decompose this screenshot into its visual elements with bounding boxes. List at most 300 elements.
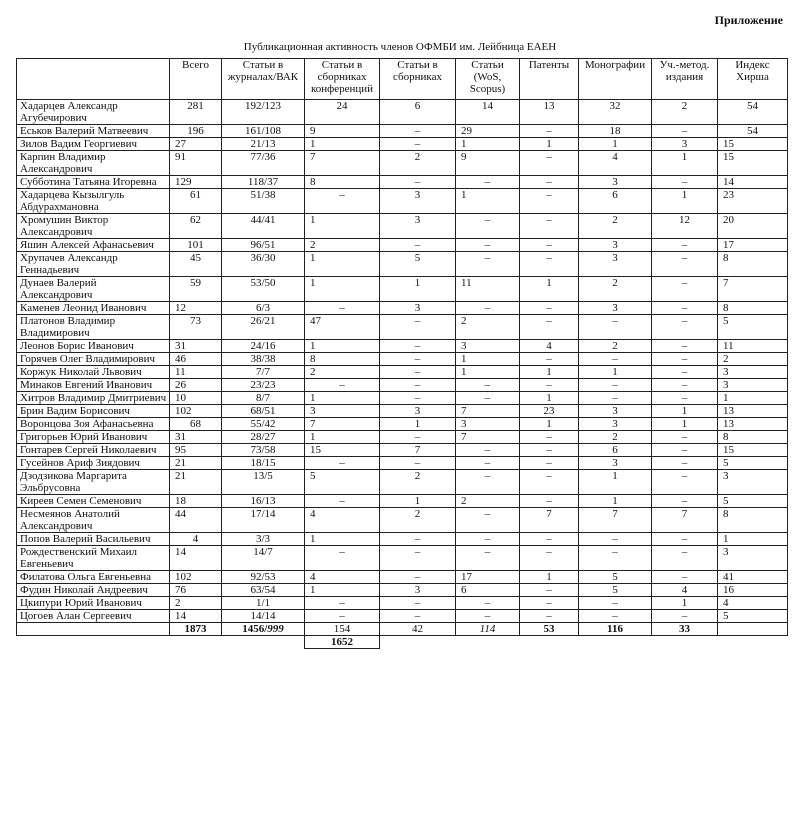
cell-conf: 1 [305, 214, 380, 239]
cell-collections: 1 [380, 277, 456, 302]
cell-name: Минаков Евгений Иванович [17, 379, 170, 392]
cell-conf: – [305, 597, 380, 610]
cell-total: 281 [170, 100, 222, 125]
table-row [17, 418, 788, 431]
cell-total: 68 [170, 418, 222, 431]
summary-spacer-6 [520, 636, 579, 649]
table-row [17, 189, 788, 214]
cell-collections: 1 [380, 418, 456, 431]
cell-monographs: – [579, 392, 652, 405]
table-row [17, 125, 788, 138]
cell-total: 45 [170, 252, 222, 277]
cell-conf: – [305, 546, 380, 571]
cell-conf: 15 [305, 444, 380, 457]
cell-name: Попов Валерий Васильевич [17, 533, 170, 546]
cell-methodical: 12 [652, 214, 718, 239]
cell-total: 14 [170, 610, 222, 623]
cell-patents: – [520, 151, 579, 176]
cell-conf: 1 [305, 533, 380, 546]
header-hirsch: Индекс Хирша [718, 59, 788, 100]
table-row [17, 584, 788, 597]
cell-name: Каменев Леонид Иванович [17, 302, 170, 315]
cell-wos: 29 [456, 125, 520, 138]
publications-table [16, 58, 788, 649]
cell-journals: 16/13 [222, 495, 305, 508]
cell-name: Хадарцева Кызылгуль Абдурахмановна [17, 189, 170, 214]
cell-hirsch: 13 [718, 418, 788, 431]
cell-hirsch: 54 [718, 125, 788, 138]
cell-monographs: 6 [579, 189, 652, 214]
cell-total: 44 [170, 508, 222, 533]
table-row [17, 315, 788, 340]
cell-wos: 2 [456, 495, 520, 508]
cell-patents: – [520, 597, 579, 610]
cell-name: Хрупачев Александр Геннадьевич [17, 252, 170, 277]
cell-collections: – [380, 353, 456, 366]
table-row [17, 392, 788, 405]
cell-conf: 1 [305, 138, 380, 151]
cell-collections: – [380, 379, 456, 392]
cell-collections: – [380, 239, 456, 252]
cell-collections: 2 [380, 508, 456, 533]
cell-journals: 118/37 [222, 176, 305, 189]
summary-spacer-8 [652, 636, 718, 649]
cell-monographs: – [579, 379, 652, 392]
cell-journals: 55/42 [222, 418, 305, 431]
cell-monographs: 3 [579, 252, 652, 277]
table-row [17, 302, 788, 315]
table-row [17, 546, 788, 571]
cell-wos: 1 [456, 138, 520, 151]
cell-total: 14 [170, 546, 222, 571]
cell-total: 62 [170, 214, 222, 239]
cell-monographs: – [579, 546, 652, 571]
cell-patents: – [520, 239, 579, 252]
cell-journals: 7/7 [222, 366, 305, 379]
cell-conf: 1 [305, 252, 380, 277]
cell-conf: – [305, 302, 380, 315]
cell-methodical: – [652, 353, 718, 366]
totals-conf: 154 [305, 623, 380, 636]
header-wos: Статьи (WoS, Scopus) [456, 59, 520, 100]
cell-name: Хадарцев Александр Агубечирович [17, 100, 170, 125]
cell-conf: 1 [305, 340, 380, 353]
cell-methodical: 7 [652, 508, 718, 533]
cell-hirsch: 5 [718, 610, 788, 623]
cell-journals: 77/36 [222, 151, 305, 176]
totals-collections: 42 [380, 623, 456, 636]
cell-name: Зилов Вадим Георгиевич [17, 138, 170, 151]
table-row [17, 366, 788, 379]
cell-monographs: 3 [579, 418, 652, 431]
cell-total: 46 [170, 353, 222, 366]
cell-methodical: – [652, 533, 718, 546]
cell-hirsch: 3 [718, 546, 788, 571]
cell-name: Цкипури Юрий Иванович [17, 597, 170, 610]
cell-hirsch: 23 [718, 189, 788, 214]
cell-journals: 14/7 [222, 546, 305, 571]
cell-wos: – [456, 444, 520, 457]
table-row [17, 470, 788, 495]
cell-journals: 13/5 [222, 470, 305, 495]
table-row [17, 431, 788, 444]
cell-hirsch: 17 [718, 239, 788, 252]
cell-wos: 17 [456, 571, 520, 584]
cell-journals: 26/21 [222, 315, 305, 340]
summary-spacer-9 [718, 636, 788, 649]
header-collections: Статьи в сборниках [380, 59, 456, 100]
table-row [17, 610, 788, 623]
header-name [17, 59, 170, 100]
cell-wos: 9 [456, 151, 520, 176]
cell-collections: – [380, 597, 456, 610]
cell-monographs: – [579, 315, 652, 340]
cell-hirsch: 54 [718, 100, 788, 125]
cell-monographs: 1 [579, 470, 652, 495]
cell-patents: – [520, 176, 579, 189]
cell-patents: – [520, 252, 579, 277]
cell-wos: – [456, 302, 520, 315]
cell-journals: 23/23 [222, 379, 305, 392]
table-row [17, 340, 788, 353]
cell-journals: 96/51 [222, 239, 305, 252]
totals-monographs: 116 [579, 623, 652, 636]
cell-methodical: – [652, 277, 718, 302]
cell-collections: – [380, 392, 456, 405]
cell-total: 129 [170, 176, 222, 189]
cell-methodical: – [652, 470, 718, 495]
cell-journals: 21/13 [222, 138, 305, 151]
table-row [17, 214, 788, 239]
cell-wos: – [456, 392, 520, 405]
cell-conf: 1 [305, 392, 380, 405]
cell-name: Субботина Татьяна Игоревна [17, 176, 170, 189]
cell-patents: – [520, 533, 579, 546]
cell-patents: – [520, 495, 579, 508]
cell-monographs: 3 [579, 239, 652, 252]
totals-total: 1873 [170, 623, 222, 636]
cell-patents: 23 [520, 405, 579, 418]
cell-conf: 4 [305, 571, 380, 584]
cell-collections: – [380, 125, 456, 138]
cell-methodical: – [652, 495, 718, 508]
cell-monographs: 1 [579, 495, 652, 508]
cell-total: 102 [170, 405, 222, 418]
cell-wos: 14 [456, 100, 520, 125]
cell-patents: 1 [520, 571, 579, 584]
cell-wos: 11 [456, 277, 520, 302]
cell-methodical: 4 [652, 584, 718, 597]
cell-total: 196 [170, 125, 222, 138]
cell-journals: 1/1 [222, 597, 305, 610]
cell-collections: 3 [380, 405, 456, 418]
cell-patents: – [520, 431, 579, 444]
table-row [17, 138, 788, 151]
totals-patents: 53 [520, 623, 579, 636]
cell-total: 26 [170, 379, 222, 392]
header-journals: Статьи в журналах/ВАК [222, 59, 305, 100]
table-row [17, 508, 788, 533]
cell-collections: – [380, 138, 456, 151]
cell-patents: – [520, 125, 579, 138]
totals-methodical: 33 [652, 623, 718, 636]
cell-journals: 51/38 [222, 189, 305, 214]
cell-name: Гонтарев Сергей Николаевич [17, 444, 170, 457]
cell-wos: 2 [456, 315, 520, 340]
cell-conf: – [305, 610, 380, 623]
cell-monographs: 2 [579, 340, 652, 353]
header-methodical: Уч.-метод. издания [652, 59, 718, 100]
cell-wos: 7 [456, 431, 520, 444]
cell-patents: – [520, 470, 579, 495]
cell-wos: – [456, 610, 520, 623]
cell-journals: 28/27 [222, 431, 305, 444]
cell-methodical: – [652, 125, 718, 138]
cell-wos: – [456, 597, 520, 610]
cell-methodical: – [652, 610, 718, 623]
table-row [17, 457, 788, 470]
cell-hirsch: 11 [718, 340, 788, 353]
cell-conf: 24 [305, 100, 380, 125]
cell-journals: 8/7 [222, 392, 305, 405]
totals-journals [222, 623, 305, 636]
summary-row [17, 636, 788, 649]
cell-collections: – [380, 610, 456, 623]
totals-hirsch [718, 623, 788, 636]
cell-monographs: 3 [579, 457, 652, 470]
cell-monographs: 1 [579, 138, 652, 151]
cell-patents: – [520, 610, 579, 623]
totals-journals-main: 1456/ [242, 623, 268, 635]
cell-conf: 7 [305, 418, 380, 431]
cell-journals: 63/54 [222, 584, 305, 597]
cell-hirsch: 5 [718, 315, 788, 340]
cell-monographs: 3 [579, 176, 652, 189]
cell-methodical: – [652, 366, 718, 379]
cell-total: 76 [170, 584, 222, 597]
cell-wos: 1 [456, 189, 520, 214]
table-row [17, 239, 788, 252]
cell-name: Платонов Владимир Владимирович [17, 315, 170, 340]
cell-name: Хромушин Виктор Александрович [17, 214, 170, 239]
cell-wos: – [456, 379, 520, 392]
cell-name: Еськов Валерий Матвеевич [17, 125, 170, 138]
cell-patents: 7 [520, 508, 579, 533]
cell-collections: – [380, 176, 456, 189]
cell-total: 10 [170, 392, 222, 405]
cell-conf: – [305, 495, 380, 508]
cell-hirsch: 15 [718, 138, 788, 151]
totals-row [17, 623, 788, 636]
cell-hirsch: 8 [718, 431, 788, 444]
annex-label: Приложение [714, 13, 783, 27]
cell-methodical: – [652, 571, 718, 584]
cell-monographs: 7 [579, 508, 652, 533]
cell-wos: 1 [456, 353, 520, 366]
cell-conf: 7 [305, 151, 380, 176]
table-body [17, 100, 788, 623]
cell-patents: 4 [520, 340, 579, 353]
cell-monographs: 2 [579, 431, 652, 444]
cell-name: Яшин Алексей Афанасьевич [17, 239, 170, 252]
cell-hirsch: 8 [718, 508, 788, 533]
cell-methodical: – [652, 457, 718, 470]
cell-total: 61 [170, 189, 222, 214]
summary-total: 1652 [305, 636, 380, 649]
cell-conf: 3 [305, 405, 380, 418]
cell-total: 95 [170, 444, 222, 457]
cell-collections: 3 [380, 584, 456, 597]
table-row [17, 571, 788, 584]
cell-hirsch: 8 [718, 302, 788, 315]
totals-label [17, 623, 170, 636]
cell-collections: – [380, 571, 456, 584]
cell-methodical: – [652, 239, 718, 252]
cell-conf: 1 [305, 431, 380, 444]
cell-patents: – [520, 214, 579, 239]
cell-methodical: 3 [652, 138, 718, 151]
cell-hirsch: 5 [718, 457, 788, 470]
cell-name: Горячев Олег Владимирович [17, 353, 170, 366]
table-row [17, 495, 788, 508]
cell-monographs: – [579, 533, 652, 546]
cell-collections: 3 [380, 302, 456, 315]
cell-hirsch: 2 [718, 353, 788, 366]
cell-hirsch: 16 [718, 584, 788, 597]
table-row [17, 176, 788, 189]
cell-hirsch: 4 [718, 597, 788, 610]
cell-journals: 44/41 [222, 214, 305, 239]
cell-hirsch: 14 [718, 176, 788, 189]
cell-monographs: 1 [579, 366, 652, 379]
cell-total: 31 [170, 431, 222, 444]
cell-conf: 1 [305, 584, 380, 597]
cell-journals: 36/30 [222, 252, 305, 277]
cell-hirsch: 1 [718, 533, 788, 546]
cell-collections: – [380, 315, 456, 340]
cell-total: 102 [170, 571, 222, 584]
cell-patents: – [520, 302, 579, 315]
cell-hirsch: 15 [718, 151, 788, 176]
cell-collections: – [380, 366, 456, 379]
cell-monographs: 2 [579, 277, 652, 302]
cell-name: Фудин Николай Андреевич [17, 584, 170, 597]
cell-hirsch: 3 [718, 379, 788, 392]
cell-journals: 53/50 [222, 277, 305, 302]
cell-wos: – [456, 176, 520, 189]
cell-methodical: 1 [652, 597, 718, 610]
cell-methodical: – [652, 315, 718, 340]
summary-spacer-3 [222, 636, 305, 649]
cell-journals: 17/14 [222, 508, 305, 533]
cell-collections: 3 [380, 214, 456, 239]
cell-conf: 47 [305, 315, 380, 340]
cell-monographs: 5 [579, 584, 652, 597]
cell-name: Воронцова Зоя Афанасьевна [17, 418, 170, 431]
cell-wos: – [456, 546, 520, 571]
cell-total: 18 [170, 495, 222, 508]
cell-methodical: – [652, 340, 718, 353]
header-row [17, 59, 788, 100]
cell-name: Цогоев Алан Сергеевич [17, 610, 170, 623]
cell-conf: 8 [305, 176, 380, 189]
cell-methodical: – [652, 252, 718, 277]
cell-total: 27 [170, 138, 222, 151]
table-row [17, 597, 788, 610]
cell-conf: 2 [305, 366, 380, 379]
cell-monographs: – [579, 597, 652, 610]
cell-journals: 68/51 [222, 405, 305, 418]
cell-patents: 1 [520, 392, 579, 405]
cell-conf: 5 [305, 470, 380, 495]
cell-methodical: 1 [652, 189, 718, 214]
cell-journals: 6/3 [222, 302, 305, 315]
cell-patents: 1 [520, 138, 579, 151]
cell-methodical: – [652, 392, 718, 405]
cell-patents: 1 [520, 277, 579, 302]
cell-methodical: 2 [652, 100, 718, 125]
cell-journals: 161/108 [222, 125, 305, 138]
cell-conf: 4 [305, 508, 380, 533]
cell-patents: – [520, 457, 579, 470]
cell-total: 4 [170, 533, 222, 546]
cell-journals: 192/123 [222, 100, 305, 125]
cell-hirsch: 7 [718, 277, 788, 302]
table-row [17, 353, 788, 366]
cell-wos: – [456, 470, 520, 495]
header-monographs: Монографии [579, 59, 652, 100]
cell-journals: 3/3 [222, 533, 305, 546]
cell-patents: 13 [520, 100, 579, 125]
cell-hirsch: 5 [718, 495, 788, 508]
cell-methodical: – [652, 302, 718, 315]
cell-methodical: – [652, 444, 718, 457]
cell-journals: 92/53 [222, 571, 305, 584]
cell-hirsch: 20 [718, 214, 788, 239]
summary-spacer-7 [579, 636, 652, 649]
cell-monographs: 6 [579, 444, 652, 457]
cell-wos: 6 [456, 584, 520, 597]
cell-name: Хитров Владимир Дмитриевич [17, 392, 170, 405]
cell-total: 12 [170, 302, 222, 315]
cell-monographs: 5 [579, 571, 652, 584]
cell-conf: – [305, 457, 380, 470]
cell-collections: – [380, 546, 456, 571]
cell-conf: 1 [305, 277, 380, 302]
document-title: Публикационная активность членов ОФМБИ им. Лейбница ЕАЕН [243, 41, 557, 53]
table-row [17, 277, 788, 302]
cell-methodical: 1 [652, 151, 718, 176]
cell-total: 11 [170, 366, 222, 379]
header-conf: Статьи в сборниках конференций [305, 59, 380, 100]
cell-wos: 3 [456, 418, 520, 431]
cell-name: Гусейнов Ариф Зиядович [17, 457, 170, 470]
cell-patents: – [520, 315, 579, 340]
cell-total: 21 [170, 457, 222, 470]
cell-name: Григорьев Юрий Иванович [17, 431, 170, 444]
header-patents: Патенты [520, 59, 579, 100]
cell-patents: – [520, 189, 579, 214]
summary-spacer [17, 636, 170, 649]
cell-hirsch: 3 [718, 366, 788, 379]
cell-monographs: 2 [579, 214, 652, 239]
cell-patents: – [520, 444, 579, 457]
summary-spacer-2 [170, 636, 222, 649]
cell-patents: – [520, 353, 579, 366]
cell-monographs: – [579, 353, 652, 366]
cell-methodical: 1 [652, 405, 718, 418]
table-row [17, 379, 788, 392]
